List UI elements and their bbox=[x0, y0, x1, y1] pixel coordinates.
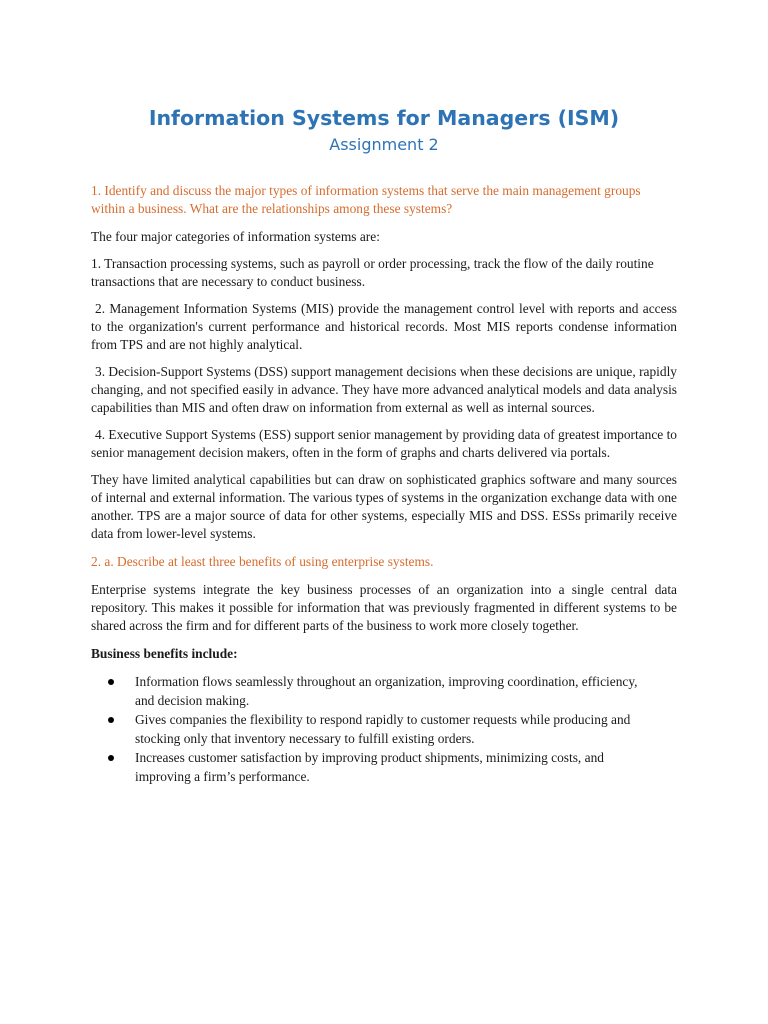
list-item-text: and decision making. bbox=[135, 693, 250, 708]
relationships-paragraph: They have limited analytical capabilities but can draw on sophisticated graphics software and many sources of internal and external information. The various types of systems in the organization exchange data with one another. TPS are a major source of data for other systems, especially MIS and DSS. ESSs primarily receive data from lower-level systems. bbox=[91, 472, 677, 541]
bullet-icon bbox=[108, 755, 114, 761]
list-item-text: improving a firm’s performance. bbox=[135, 769, 310, 784]
list-item bbox=[91, 748, 677, 786]
bullet-icon bbox=[108, 717, 114, 723]
bullet-icon bbox=[108, 679, 114, 685]
benefits-heading: Business benefits include: bbox=[91, 646, 238, 661]
question-1: 1. Identify and discuss the major types of information systems that serve the main management groups within a business. What are the relationships among these systems? bbox=[91, 183, 641, 216]
document-title: Information Systems for Managers (ISM) bbox=[148, 106, 620, 130]
benefits-list bbox=[91, 672, 677, 786]
list-item-text: Information flows seamlessly throughout an organization, improving coordination, efficiency, bbox=[135, 674, 638, 689]
list-item bbox=[91, 710, 677, 748]
item-tps: 1. Transaction processing systems, such as payroll or order processing, track the flow of the daily routine transactions that are necessary to conduct business. bbox=[91, 256, 654, 289]
document-body bbox=[91, 182, 677, 786]
document-subtitle: Assignment 2 bbox=[329, 135, 439, 154]
enterprise-paragraph: Enterprise systems integrate the key business processes of an organization into a single central data repository. This makes it possible for information that was previously fragmented in different systems to be shared across the firm and for different parts of the business to work more closely together. bbox=[91, 582, 677, 633]
list-item-text: stocking only that inventory necessary to fulfill existing orders. bbox=[135, 731, 475, 746]
question-2: 2. a. Describe at least three benefits of using enterprise systems. bbox=[91, 554, 434, 569]
item-ess: 4. Executive Support Systems (ESS) support senior management by providing data of greatest importance to senior management decision makers, often in the form of graphs and charts delivered via portals. bbox=[91, 427, 678, 460]
list-item-text: Gives companies the flexibility to respond rapidly to customer requests while producing and bbox=[135, 712, 631, 727]
intro-paragraph: The four major categories of information systems are: bbox=[91, 229, 380, 244]
item-mis: 2. Management Information Systems (MIS) provide the management control level with reports and access to the organization's current performance and historical records. Most MIS reports condense information from TPS and are not highly analytical. bbox=[91, 301, 677, 352]
item-dss: 3. Decision-Support Systems (DSS) support management decisions when these decisions are unique, rapidly changing, and not specified easily in advance. They have more advanced analytical models and data analysis capabilities than MIS and often draw on information from external as well as internal sources. bbox=[91, 364, 677, 415]
list-item bbox=[91, 672, 677, 710]
list-item-text: Increases customer satisfaction by improving product shipments, minimizing costs, and bbox=[135, 750, 604, 765]
